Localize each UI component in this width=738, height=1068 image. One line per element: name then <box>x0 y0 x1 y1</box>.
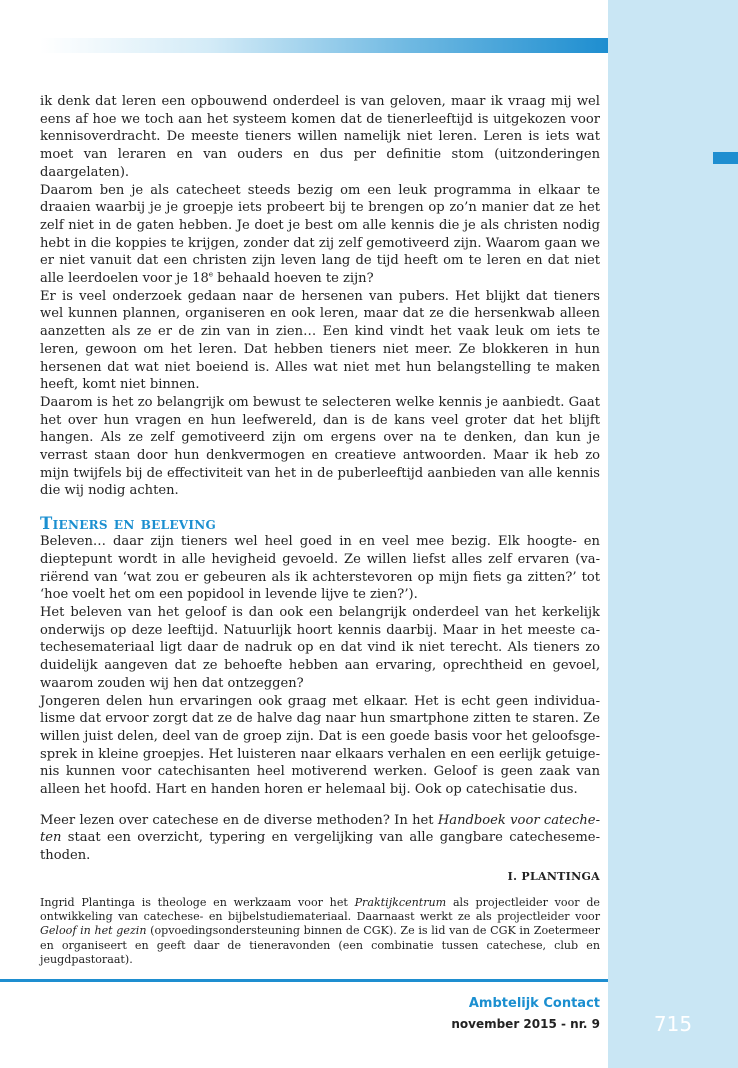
header-gradient-bar <box>40 38 608 53</box>
author-signature: I. PLANTINGA <box>507 869 600 883</box>
author-bio: Ingrid Plantinga is theologe en werkzaam voor het Praktijkcentrum als projectleider voor de ontwikkeling van catechese- en bijbelstudiemateriaal. Daarnaast werkt ze als projectleider voor Geloof in het gezin (opvoedingsondersteuning binnen de CGK). Ze is lid van de CGK in Zoetermeer en organiseert en geeft daar de tieneravonden (een combinatie tussen catechese, club en jeugdpastoraat). <box>40 895 600 967</box>
paragraph: ik denk dat leren een opbouwend onderdeel is van geloven, maar ik vraag mij wel eens af hoe we toch aan het systeem komen dat de tienerleeftijd is uitgekozen voor kennisoverdracht. De meeste tieners willen namelijk niet leren. Leren is iets wat moet van leraren en van ouders en dus per definitie stom (uitzonderingen daargelaten). <box>40 94 600 180</box>
article-body <box>40 93 600 968</box>
paragraph: Er is veel onderzoek gedaan naar de hersenen van pubers. Het blijkt dat tieners wel kunnen plannen, organiseren en ook leren, maar dat ze die hersenkwab alleen aanzetten als ze er de zin van in zien… Een kind vindt het vaak leuk om iets te leren, gewoon om het leren. Dat hebben tieners niet meer. Ze blokkeren in hun hersenen dat wat niet boeiend is. Alles wat niet met hun belangstelling te maken heeft, komt niet binnen. <box>40 288 600 393</box>
issue-info: november 2015 - nr. 9 <box>451 1017 600 1031</box>
paragraph: Beleven… daar zijn tieners wel heel goed in en veel mee bezig. Elk hoogte- en dieptepunt wordt in alle hevigheid gevoeld. Ze willen liefst alles zelf ervaren (variërend van ‘wat zou er gebeuren als ik achterstevoren op mijn fiets ga zitten?’ tot ‘hoe voelt het om een popidool in levende lijve te zien?’). <box>40 534 600 603</box>
paragraph: Daarom ben je als catecheet steeds bezig om een leuk programma in elkaar te draaien waarbij je je groepje iets probeert bij te brengen op zo’n manier dat ze het zelf niet in de gaten hebben. Je doet je best om alle kennis die je als christen nodig hebt in die koppies te krijgen, zonder dat zij zelf gemotiveerd zijn. Waarom gaan we er niet vanuit dat een christen zijn leven lang de tijd heeft om te leren en dat niet alle leerdoelen voor je 18e behaald hoeven te zijn? <box>40 182 600 287</box>
further-reading: Meer lezen over catechese en de diverse methoden? In het Handboek voor catecheten staat een overzicht, typering en vergelijking van alle gangbare catechesemethoden. <box>40 812 600 864</box>
section-heading: Tieners en beleving <box>40 514 217 534</box>
paragraph: Daarom is het zo belangrijk om bewust te selecteren welke kennis je aanbiedt. Gaat het over hun vragen en hun leefwereld, dan is de kans veel groter dat het blijft hangen. Als ze zelf gemotiveerd zijn om ergens over na te denken, dan kun je verrast staan door hun denkvermogen en creatieve antwoorden. Maar ik heb zo mijn twijfels bij de effectiviteit van het in de puberleeftijd aanbieden van alle kennis die wij nodig achten. <box>40 394 600 499</box>
paragraph: Het beleven van het geloof is dan ook een belangrijk onderdeel van het kerkelijk onderwijs op deze leeftijd. Natuurlijk hoort kennis daarbij. Maar in het meeste catechesemateriaal ligt daar de nadruk op en dat vind ik niet terecht. Als tieners zo duidelijk aangeven dat ze behoefte hebben aan ervaring, oprechtheid en gevoel, waarom zouden wij hen dat ontzeggen? <box>40 604 600 691</box>
footer-rule <box>0 979 608 982</box>
magazine-title: Ambtelijk Contact <box>468 996 600 1011</box>
margin-tab-marker <box>713 152 738 164</box>
paragraph: Jongeren delen hun ervaringen ook graag met elkaar. Het is echt geen individualisme dat ervoor zorgt dat ze de halve dag naar hun smartphone zitten te staren. Ze willen juist delen, deel van de groep zijn. Dat is een goede basis voor het geloofsgesprek in kleine groepjes. Het luisteren naar elkaars verhalen en een eerlijk getuigenis kunnen voor catechisanten heel motiverend werken. Geloof is geen zaak van alleen het hoofd. Hart en handen horen er helemaal bij. Ook op catechisatie dus. <box>40 693 600 798</box>
page-number: 715 <box>653 1012 693 1036</box>
book-title: Handboek voor catecheten <box>40 812 600 846</box>
